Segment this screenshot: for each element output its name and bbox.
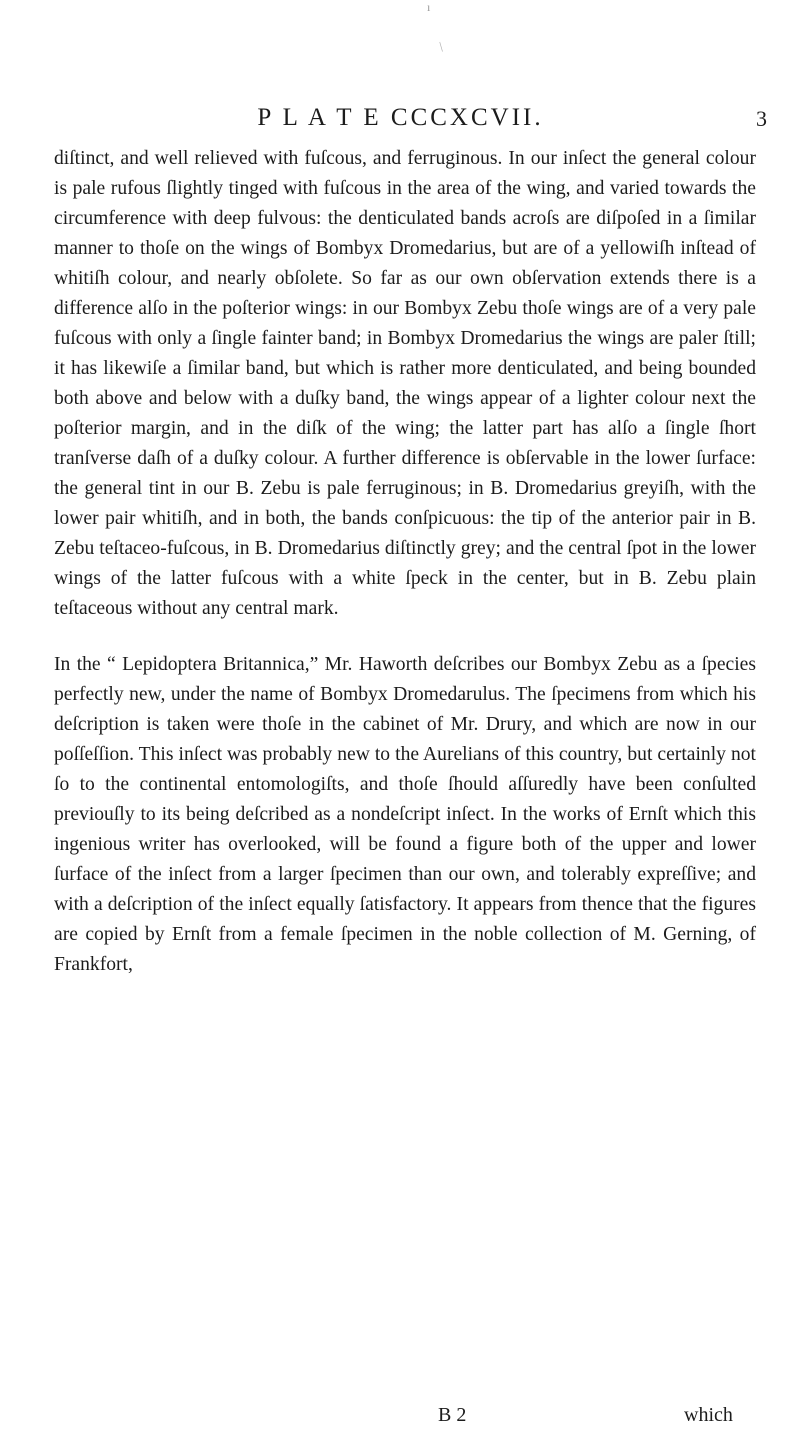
page-footer: [0, 1404, 801, 1434]
page-number: 3: [756, 106, 767, 131]
stray-mark: ı: [427, 0, 431, 14]
page-header: [0, 104, 801, 136]
body-text: [54, 144, 756, 980]
catchword: which: [684, 1404, 733, 1426]
signature-mark: B 2: [438, 1404, 467, 1426]
running-head: P L A T E CCCXCVII.: [257, 104, 544, 131]
paragraph: diſtinct, and well relieved with fuſcous, and ferruginous. In our inſect the general colour is pale rufous ſlightly tinged with fuſcous in the area of the wing, and varied towards the circumference with deep fulvous: the denticulated bands acroſs are diſpoſed in a ſimilar manner to thoſe on the wings of Bombyx Dromedarius, but are of a yellowiſh inſtead of whitiſh colour, and nearly obſolete. So far as our own obſervation extends there is a difference alſo in the poſterior wings: in our Bombyx Zebu thoſe wings are of a very pale fuſcous with only a ſingle fainter band; in Bombyx Dromedarius the wings are paler ſtill; it has likewiſe a ſimilar band, but which is rather more denticulated, and being bounded both above and below with a duſky band, the wings appear of a lighter colour next the poſterior margin, and in the diſk of the wing; the latter part has alſo a ſingle ſhort tranſverse daſh of a duſky colour. A further difference is obſervable in the lower ſurface: the general tint in our B. Zebu is pale ferruginous; in B. Dromedarius greyiſh, with the lower pair whitiſh, and in both, the bands conſpicuous: the tip of the anterior pair in B. Zebu teſtaceo-fuſcous, in B. Dromedarius diſtinctly grey; and the central ſpot in the lower wings of the latter fuſcous with a white ſpeck in the center, but in B. Zebu plain teſtaceous without any central mark.: [54, 148, 756, 619]
paragraph: In the “ Lepidoptera Britannica,” Mr. Haworth deſcribes our Bombyx Zebu as a ſpecies perfectly new, under the name of Bombyx Dromedarulus. The ſpecimens from which his deſcription is taken were thoſe in the cabinet of Mr. Drury, and which are now in our poſſeſſion. This inſect was probably new to the Aurelians of this country, but certainly not ſo to the continental entomologiſts, and thoſe ſhould aſſuredly have been conſulted previouſly to its being deſcribed as a nondeſcript inſect. In the works of Ernſt which this ingenious writer has overlooked, will be found a figure both of the upper and lower ſurface of the inſect from a larger ſpecimen than our own, and tolerably expreſſive; and with a deſcription of the inſect equally ſatisfactory. It appears from thence that the figures are copied by Ernſt from a female ſpecimen in the noble collection of M. Gerning, of Frankfort,: [54, 654, 756, 975]
stray-mark: /: [435, 40, 448, 55]
